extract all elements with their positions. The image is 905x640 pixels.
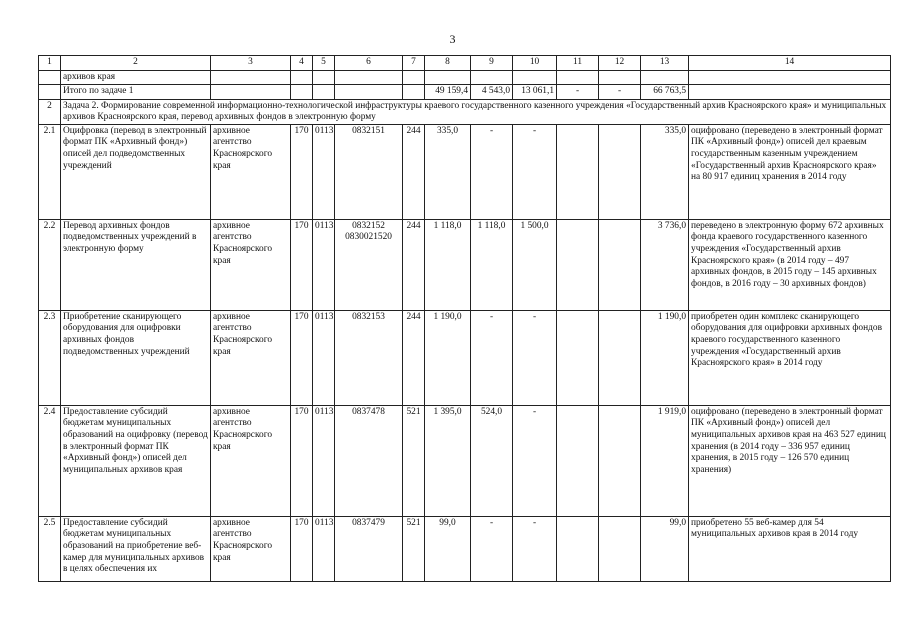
item-cell: - xyxy=(513,405,557,516)
item-cell: 521 xyxy=(403,405,425,516)
item-cell: 1 190,0 xyxy=(425,310,471,405)
item-cell: - xyxy=(471,516,513,581)
col-header: 8 xyxy=(425,56,471,71)
col-header: 6 xyxy=(335,56,403,71)
item-number: 2.5 xyxy=(39,516,61,581)
col-header: 10 xyxy=(513,56,557,71)
total-cell: 4 543,0 xyxy=(471,85,513,100)
item-cell: 99,0 xyxy=(425,516,471,581)
item-cell: 335,0 xyxy=(641,124,689,219)
item-cell: 1 395,0 xyxy=(425,405,471,516)
table-row xyxy=(39,516,891,581)
item-cell xyxy=(599,516,641,581)
task-title: Задача 2. Формирование современной информационно-технологической инфраструктуры краевого государственного казенного учреждения «Государственный архив Красноярского края» и муниципальных архивов Красноярского края, перевод архивных фондов в электронную форму xyxy=(61,99,891,124)
table-row xyxy=(39,310,891,405)
item-result: приобретено 55 веб-камер для 54 муниципальных архивов края в 2014 году xyxy=(689,516,891,581)
program-table xyxy=(38,55,891,582)
item-cell: - xyxy=(513,516,557,581)
item-description: Предоставление субсидий бюджетам муниципальных образований на приобретение веб-камер для муниципальных архивов в целях обеспечения их xyxy=(61,516,211,581)
item-cell: 244 xyxy=(403,219,425,310)
item-cell: 1 919,0 xyxy=(641,405,689,516)
item-cell: 0832152 0830021520 xyxy=(335,219,403,310)
item-cell: 244 xyxy=(403,310,425,405)
item-agency: архивное агентство Красноярского края xyxy=(211,405,291,516)
item-cell: 0832153 xyxy=(335,310,403,405)
table-row xyxy=(39,219,891,310)
item-cell xyxy=(599,310,641,405)
total-cell: 13 061,1 xyxy=(513,85,557,100)
item-cell: 170 xyxy=(291,516,313,581)
total-cell: - xyxy=(599,85,641,100)
item-cell: 0113 xyxy=(313,405,335,516)
item-cell: 521 xyxy=(403,516,425,581)
item-description: Оцифровка (перевод в электронный формат ПК «Архивный фонд») описей дел подведомственных учреждений xyxy=(61,124,211,219)
item-cell: 335,0 xyxy=(425,124,471,219)
item-cell: 0832151 xyxy=(335,124,403,219)
item-cell: 3 736,0 xyxy=(641,219,689,310)
item-cell: - xyxy=(471,124,513,219)
item-agency: архивное агентство Красноярского края xyxy=(211,124,291,219)
task-number: 2 xyxy=(39,99,61,124)
item-number: 2.3 xyxy=(39,310,61,405)
item-cell: 0837478 xyxy=(335,405,403,516)
item-cell xyxy=(557,516,599,581)
total-row xyxy=(39,85,891,100)
item-agency: архивное агентство Красноярского края xyxy=(211,310,291,405)
item-cell: 99,0 xyxy=(641,516,689,581)
total-cell: 49 159,4 xyxy=(425,85,471,100)
item-cell: 0113 xyxy=(313,310,335,405)
item-result: оцифровано (переведено в электронный формат ПК «Архивный фонд») описей дел краевым государственным казенным учреждением «Государственный архив Красноярского края» на 80 917 единиц хранения в 2014 году xyxy=(689,124,891,219)
col-header: 5 xyxy=(313,56,335,71)
item-cell: - xyxy=(513,124,557,219)
item-cell: 170 xyxy=(291,405,313,516)
item-agency: архивное агентство Красноярского края xyxy=(211,219,291,310)
item-cell xyxy=(557,124,599,219)
item-cell xyxy=(557,219,599,310)
item-cell xyxy=(599,405,641,516)
col-header: 13 xyxy=(641,56,689,71)
item-result: переведено в электронную форму 672 архивных фонда краевого государственного казенного учреждения «Государственный архив Красноярского края» (в 2014 году – 497 архивных фондов, в 2015 году – 145 архивных фондов, в 2016 году – 30 архивных фондов) xyxy=(689,219,891,310)
item-number: 2.4 xyxy=(39,405,61,516)
task-row xyxy=(39,99,891,124)
col-header: 12 xyxy=(599,56,641,71)
col-header: 7 xyxy=(403,56,425,71)
item-number: 2.1 xyxy=(39,124,61,219)
item-cell xyxy=(557,310,599,405)
item-result: приобретен один комплекс сканирующего оборудования для оцифровки архивных фондов краевого государственного казенного учреждения «Государственный архив Красноярского края» в 2014 году xyxy=(689,310,891,405)
table-row xyxy=(39,124,891,219)
item-description: Предоставление субсидий бюджетам муниципальных образований на оцифровку (перевод в электронный формат ПК «Архивный фонд») описей дел муниципальных архивов края xyxy=(61,405,211,516)
item-cell: 1 118,0 xyxy=(471,219,513,310)
item-cell: 1 190,0 xyxy=(641,310,689,405)
item-cell: 524,0 xyxy=(471,405,513,516)
total-label: Итого по задаче 1 xyxy=(61,85,211,100)
col-header: 1 xyxy=(39,56,61,71)
item-result: оцифровано (переведено в электронный формат ПК «Архивный фонд») описей дел муниципальных архивов края на 463 527 единиц хранения (в 2014 году – 336 957 единиц хранения, в 2015 году – 126 570 единиц хранения) xyxy=(689,405,891,516)
item-cell xyxy=(557,405,599,516)
col-header: 11 xyxy=(557,56,599,71)
col-header: 14 xyxy=(689,56,891,71)
item-cell xyxy=(599,124,641,219)
item-cell: 1 118,0 xyxy=(425,219,471,310)
page-number: 3 xyxy=(449,32,456,46)
item-cell: 1 500,0 xyxy=(513,219,557,310)
item-description: Приобретение сканирующего оборудования для оцифровки архивных фондов подведомственных учреждений xyxy=(61,310,211,405)
item-cell: 170 xyxy=(291,310,313,405)
col-header: 2 xyxy=(61,56,211,71)
col-header: 4 xyxy=(291,56,313,71)
row-text: архивов края xyxy=(61,70,211,85)
total-cell: 66 763,5 xyxy=(641,85,689,100)
item-cell: 0837479 xyxy=(335,516,403,581)
table-row xyxy=(39,405,891,516)
table-row xyxy=(39,70,891,85)
item-cell: 244 xyxy=(403,124,425,219)
item-cell: 0113 xyxy=(313,124,335,219)
item-number: 2.2 xyxy=(39,219,61,310)
item-description: Перевод архивных фондов подведомственных учреждений в электронную форму xyxy=(61,219,211,310)
item-cell: 0113 xyxy=(313,516,335,581)
col-header: 3 xyxy=(211,56,291,71)
item-cell xyxy=(599,219,641,310)
col-header: 9 xyxy=(471,56,513,71)
total-cell: - xyxy=(557,85,599,100)
header-row xyxy=(39,56,891,71)
item-cell: - xyxy=(513,310,557,405)
item-agency: архивное агентство Красноярского края xyxy=(211,516,291,581)
item-cell: 0113 xyxy=(313,219,335,310)
item-cell: 170 xyxy=(291,219,313,310)
item-cell: - xyxy=(471,310,513,405)
item-cell: 170 xyxy=(291,124,313,219)
